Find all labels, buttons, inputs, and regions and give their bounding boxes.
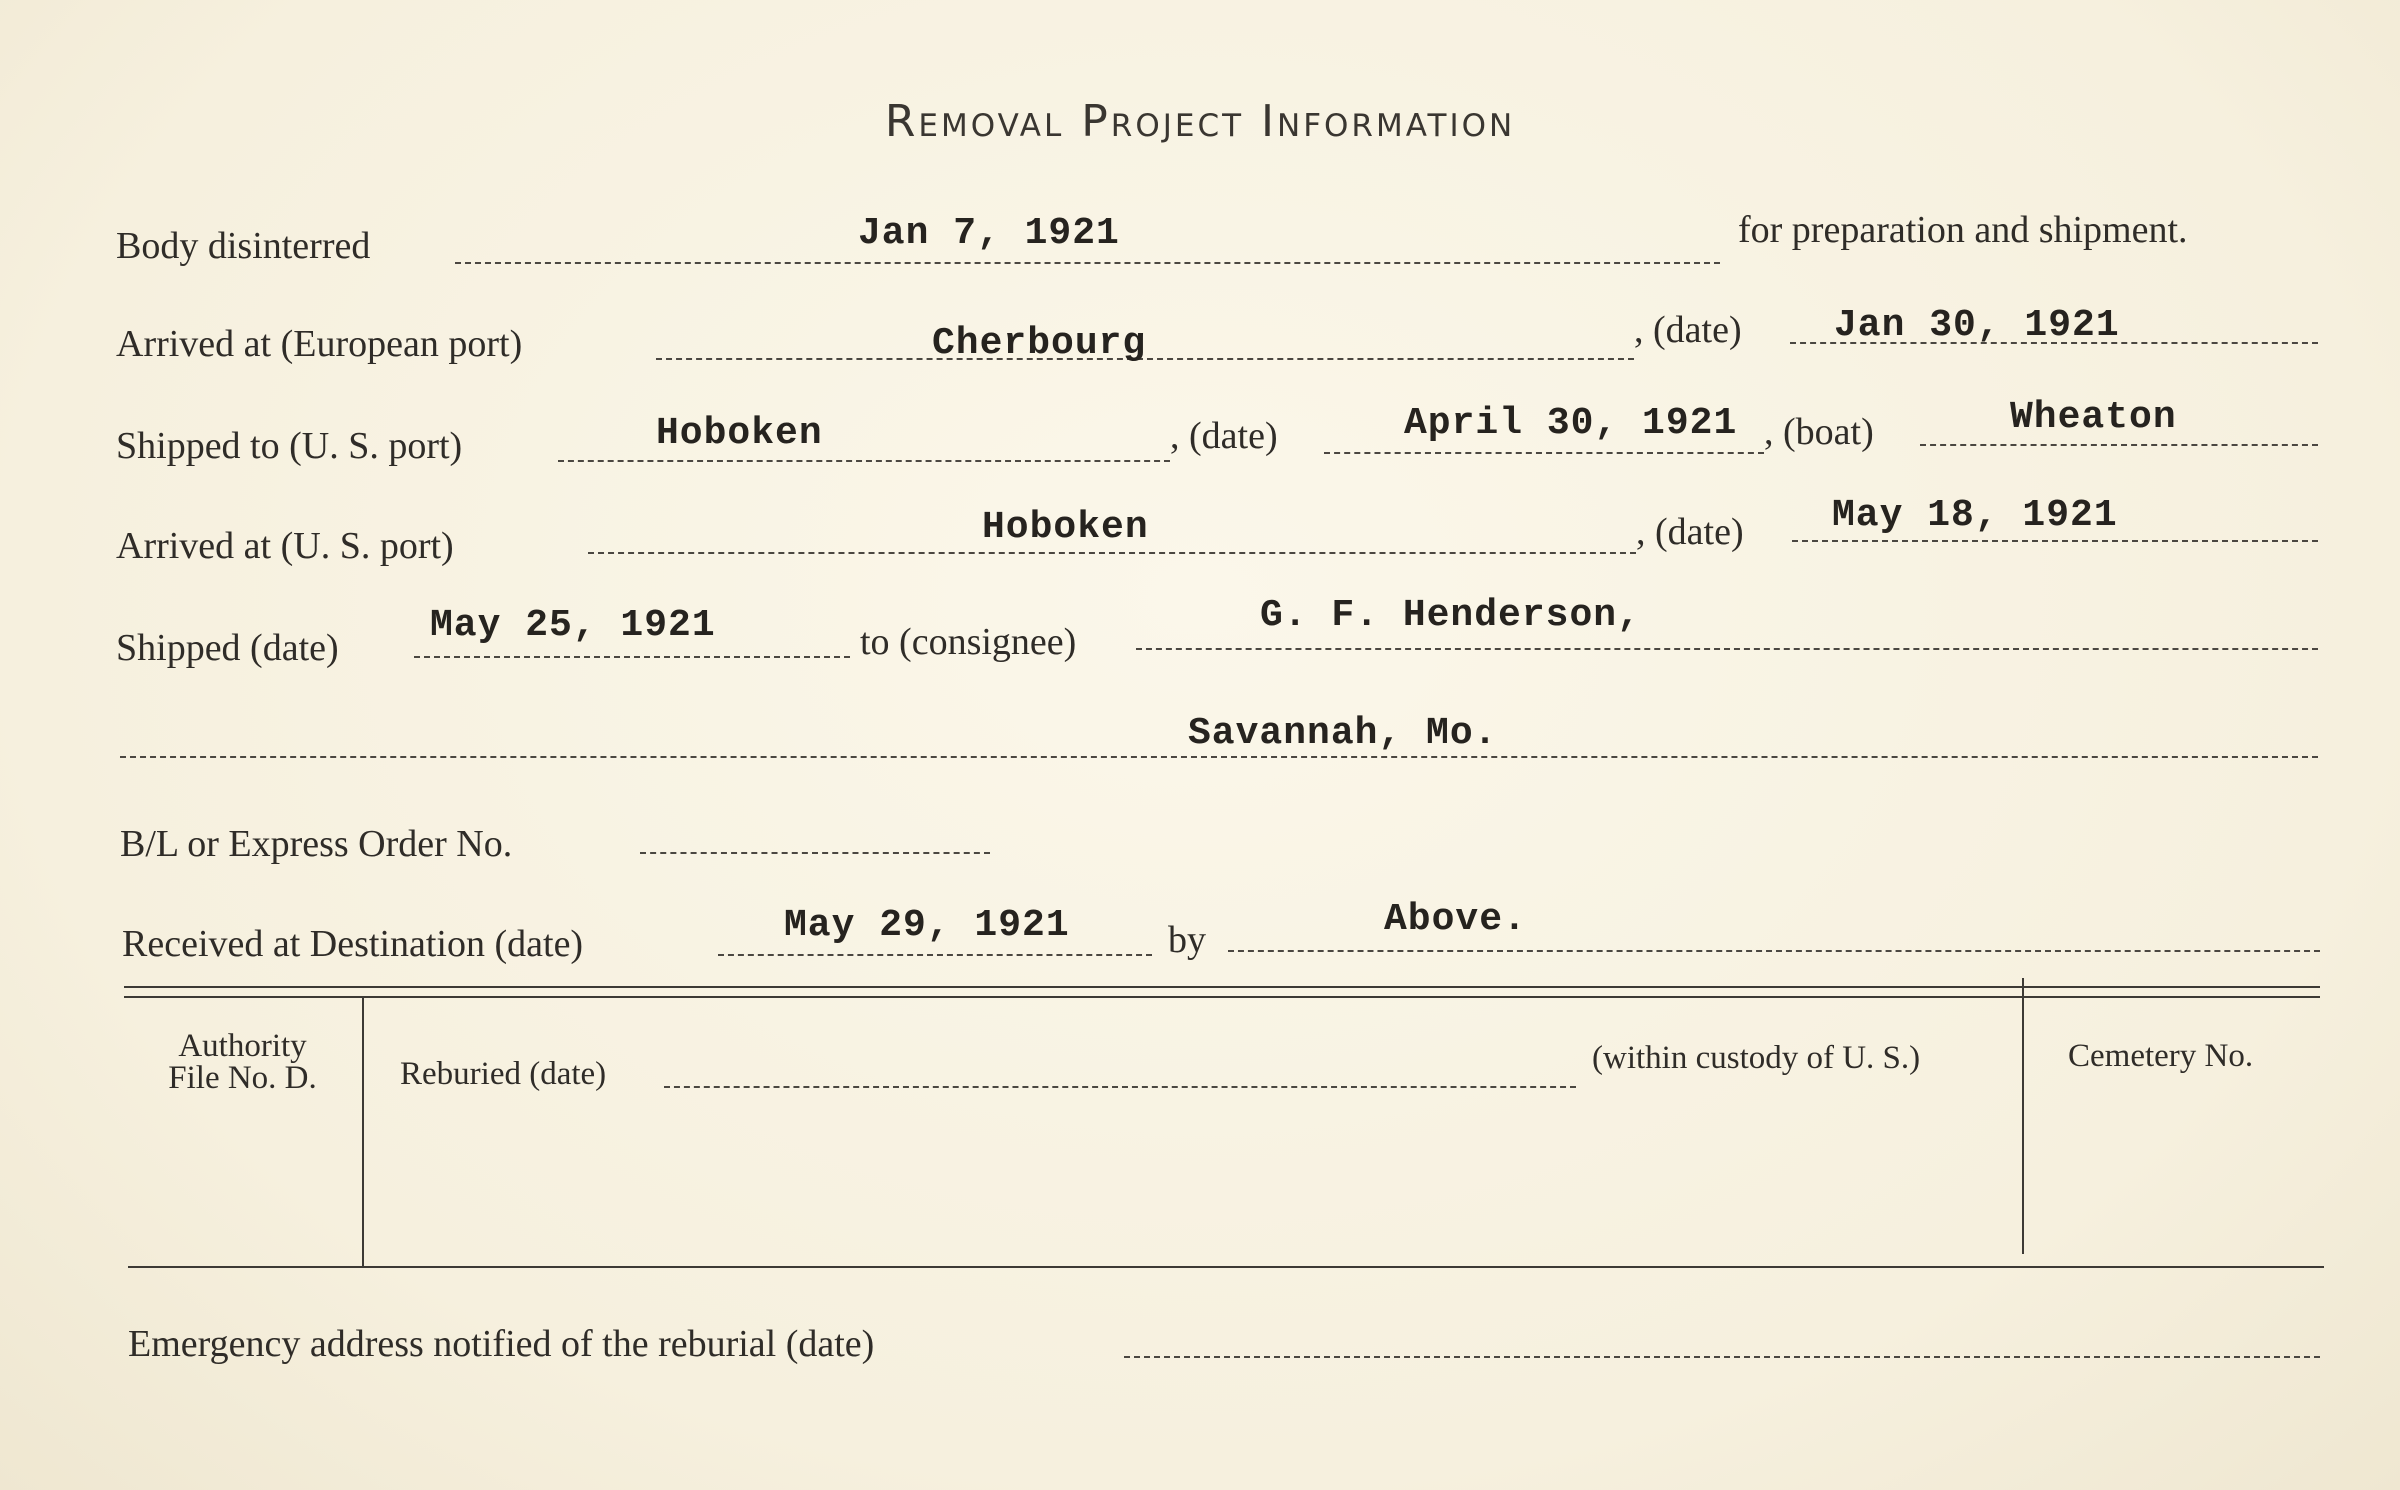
shipped-to-date: April 30, 1921 [1404, 402, 1738, 445]
emergency-line [1124, 1356, 2320, 1358]
table-bottom-rule [128, 1266, 2324, 1268]
european-port-date-label: , (date) [1634, 309, 1742, 351]
us-port-date-label: , (date) [1636, 511, 1744, 553]
table-divider-left [362, 998, 364, 1268]
european-port-label: Arrived at (European port) [116, 323, 523, 365]
shipped-date-label: Shipped (date) [116, 627, 339, 669]
received-date: May 29, 1921 [784, 904, 1070, 947]
table-top-rule-1 [124, 986, 2320, 988]
bl-order-line [640, 852, 990, 854]
shipped-to-line [558, 460, 1170, 462]
received-label: Received at Destination (date) [122, 923, 584, 965]
boat-label: , (boat) [1764, 411, 1874, 453]
bl-order-label: B/L or Express Order No. [120, 823, 513, 865]
received-by: Above. [1384, 898, 1527, 941]
form-title: Removal Project Information [884, 96, 1516, 147]
table-divider-right [2022, 978, 2024, 1254]
shipped-date-line [414, 656, 850, 658]
us-port-value: Hoboken [982, 506, 1149, 549]
shipped-to-date-label: , (date) [1170, 415, 1278, 457]
received-date-line [718, 954, 1152, 956]
us-port-line [588, 552, 1636, 554]
emergency-label: Emergency address notified of the reburial (date) [128, 1323, 875, 1365]
shipped-date: May 25, 1921 [430, 604, 716, 647]
shipped-to-port: Hoboken [656, 412, 823, 455]
boat-value: Wheaton [2010, 396, 2177, 439]
address-line [120, 756, 2318, 758]
by-label: by [1168, 919, 1206, 961]
consignee-name: G. F. Henderson, [1260, 594, 1641, 637]
table-top-rule-2 [124, 996, 2320, 998]
boat-line [1920, 444, 2318, 446]
us-port-date-line [1792, 540, 2318, 542]
custody-label: (within custody of U. S.) [1592, 1040, 1921, 1076]
disinterred-label: Body disinterred [116, 225, 371, 267]
authority-label-1: Authority [178, 1028, 307, 1064]
shipped-to-label: Shipped to (U. S. port) [116, 425, 463, 467]
reburied-line [664, 1086, 1576, 1088]
cemetery-label: Cemetery No. [2068, 1038, 2254, 1074]
disinterred-line [455, 262, 1720, 264]
by-line [1228, 950, 2320, 952]
disinterred-date: Jan 7, 1921 [858, 212, 1120, 255]
shipped-to-date-line [1324, 452, 1764, 454]
reburied-label: Reburied (date) [400, 1056, 607, 1092]
disinterred-suffix: for preparation and shipment. [1738, 209, 2188, 251]
us-port-date: May 18, 1921 [1832, 494, 2118, 537]
consignee-address: Savannah, Mo. [1188, 712, 1498, 755]
european-port-date: Jan 30, 1921 [1834, 304, 2120, 347]
consignee-label: to (consignee) [860, 621, 1077, 663]
authority-label-2: File No. D. [168, 1060, 317, 1096]
european-port-value: Cherbourg [932, 322, 1147, 365]
us-port-label: Arrived at (U. S. port) [116, 525, 454, 567]
consignee-line [1136, 648, 2318, 650]
